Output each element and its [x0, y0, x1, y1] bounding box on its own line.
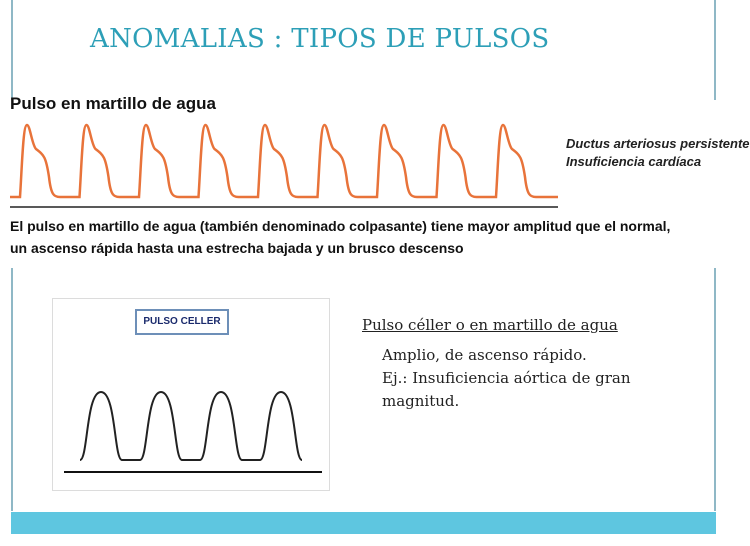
slide-title: ANOMALIAS : TIPOS DE PULSOS — [90, 24, 550, 54]
frame-left-line-lower — [11, 268, 13, 511]
celler-waveform — [60, 380, 324, 480]
condition-item: Insuficiencia cardíaca — [566, 154, 702, 169]
bottom-bar — [11, 512, 716, 534]
celler-label: PULSO CELLER — [135, 309, 229, 335]
frame-right-line — [714, 0, 716, 100]
frame-right-line-lower — [714, 268, 716, 511]
water-hammer-description-line: El pulso en martillo de agua (también denominado colpasante) tiene mayor amplitud que el normal, — [10, 218, 671, 234]
water-hammer-waveform — [10, 115, 558, 215]
water-hammer-trace — [10, 125, 558, 197]
celler-heading: Pulso céller o en martillo de agua — [362, 316, 618, 334]
water-hammer-description-line: un ascenso rápida hasta una estrecha bajada y un brusco descenso — [10, 240, 464, 256]
celler-text-line: magnitud. — [382, 392, 460, 410]
water-hammer-title: Pulso en martillo de agua — [10, 94, 216, 113]
celler-text-line: Amplio, de ascenso rápido. — [382, 346, 587, 364]
celler-text-line: Ej.: Insuficiencia aórtica de gran — [382, 369, 631, 387]
frame-left-line — [11, 0, 13, 100]
condition-item: Ductus arteriosus persistente — [566, 136, 750, 151]
celler-trace — [80, 392, 302, 460]
